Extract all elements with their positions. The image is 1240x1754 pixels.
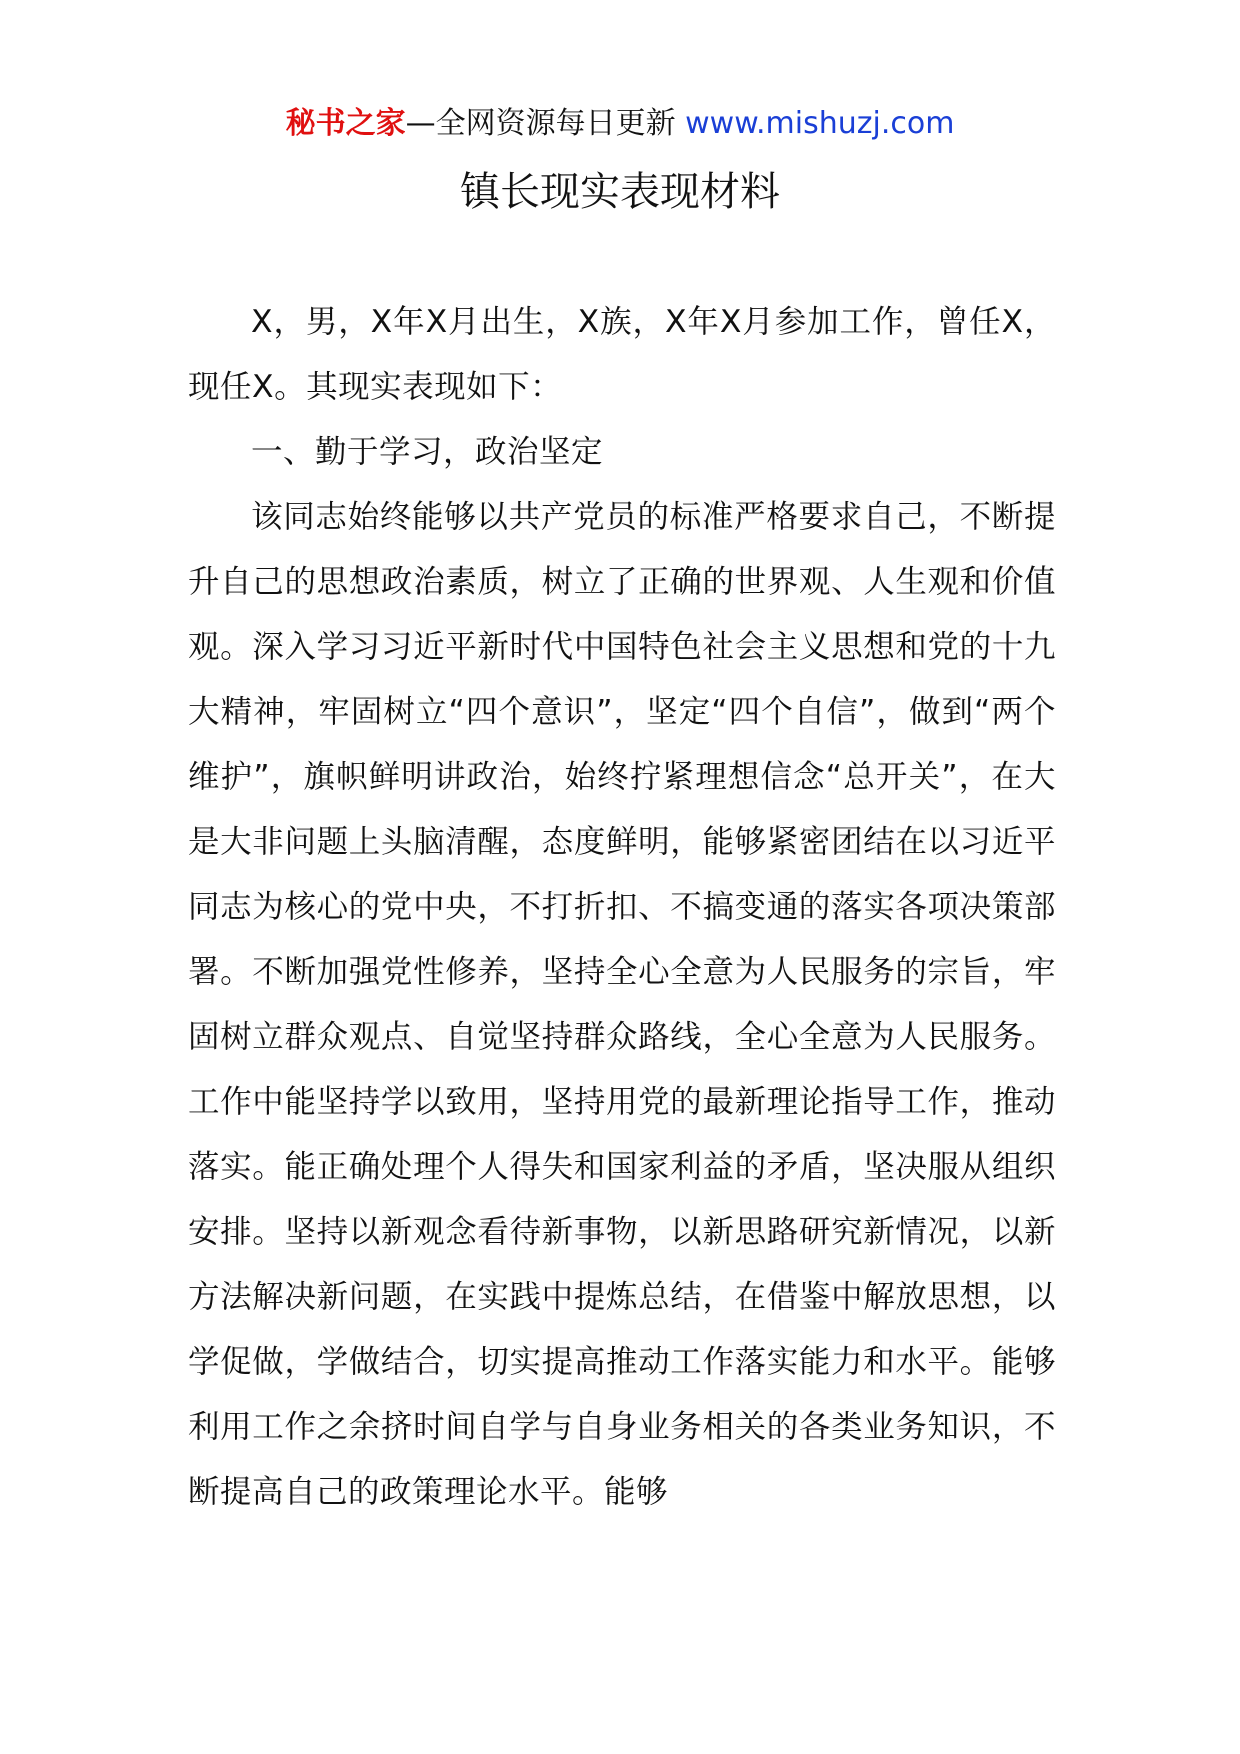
- section-heading: 一、勤于学习，政治坚定: [251, 434, 604, 470]
- site-tagline: —全网资源每日更新: [405, 106, 686, 141]
- document-title: 镇长现实表现材料: [460, 169, 780, 215]
- site-url[interactable]: www.mishuzj.com: [685, 106, 955, 141]
- intro-paragraph: X，男，X年X月出生，X族，X年X月参加工作，曾任X，现任X。其现实表现如下：: [188, 304, 1056, 405]
- section-paragraph: 该同志始终能够以共产党员的标准严格要求自己，不断提升自己的思想政治素质，树立了正确的世界观、人生观和价值观。深入学习习近平新时代中国特色社会主义思想和党的十九大精神，牢固树立“四个意识”，坚定“四个自信”，做到“两个维护”，旗帜鲜明讲政治，始终拧紧理想信念“总开关”，在大是大非问题上头脑清醒，态度鲜明，能够紧密团结在以习近平同志为核心的党中央，不打折扣、不搞变通的落实各项决策部署。不断加强党性修养，坚持全心全意为人民服务的宗旨，牢固树立群众观点、自觉坚持群众路线，全心全意为人民服务。工作中能坚持学以致用，坚持用党的最新理论指导工作，推动落实。能正确处理个人得失和国家利益的矛盾，坚决服从组织安排。坚持以新观念看待新事物，以新思路研究新情况，以新方法解决新问题，在实践中提炼总结，在借鉴中解放思想，以学促做，学做结合，切实提高推动工作落实能力和水平。能够利用工作之余挤时间自学与自身业务相关的各类业务知识，不断提高自己的政策理论水平。能够: [188, 499, 1056, 1510]
- site-header: [0, 100, 1240, 148]
- document-body: [188, 290, 1056, 1525]
- site-brand: 秘书之家: [285, 106, 406, 141]
